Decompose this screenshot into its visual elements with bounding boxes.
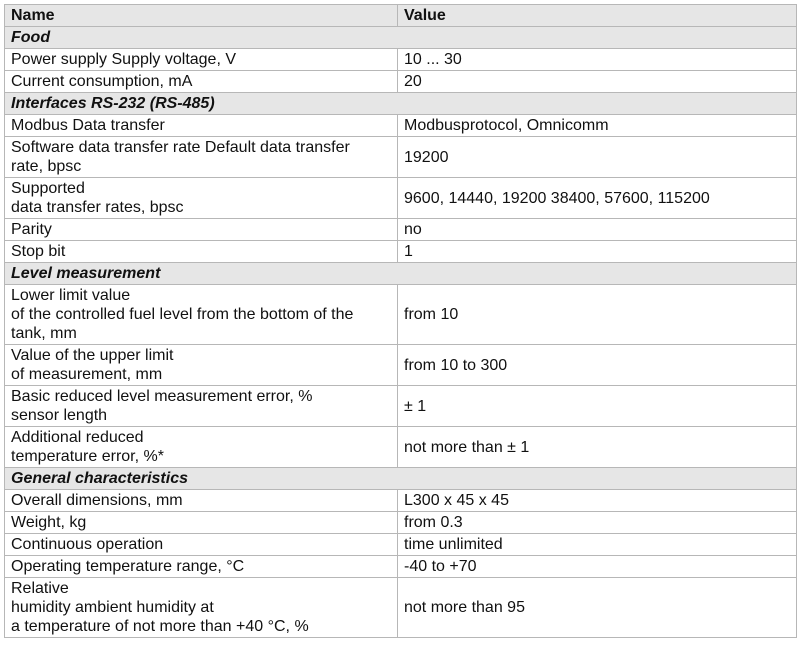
table-row [5, 241, 797, 263]
param-value: 19200 [398, 137, 797, 178]
param-name: Stop bit [5, 241, 398, 263]
param-name: Parity [5, 219, 398, 241]
table-row [5, 578, 797, 638]
param-value: not more than 95 [398, 578, 797, 638]
param-name: Lower limit value of the controlled fuel level from the bottom of the tank, mm [5, 285, 398, 345]
param-value: 20 [398, 71, 797, 93]
table-row [5, 512, 797, 534]
param-name: Operating temperature range, °C [5, 556, 398, 578]
param-name: Power supply Supply voltage, V [5, 49, 398, 71]
table-row [5, 427, 797, 468]
param-value: from 0.3 [398, 512, 797, 534]
param-name: Weight, kg [5, 512, 398, 534]
table-row [5, 137, 797, 178]
section-title: Food [5, 27, 797, 49]
param-name: Additional reduced temperature error, %* [5, 427, 398, 468]
param-value: time unlimited [398, 534, 797, 556]
table-row [5, 345, 797, 386]
param-value: no [398, 219, 797, 241]
param-name: Value of the upper limit of measurement, mm [5, 345, 398, 386]
table-row [5, 386, 797, 427]
param-name: Relative humidity ambient humidity at a temperature of not more than +40 °C, % [5, 578, 398, 638]
section-row-food [5, 27, 797, 49]
param-name: Basic reduced level measurement error, % sensor length [5, 386, 398, 427]
section-row-interfaces [5, 93, 797, 115]
table-row [5, 556, 797, 578]
param-name: Supported data transfer rates, bpsc [5, 178, 398, 219]
param-value: Modbusprotocol, Omnicomm [398, 115, 797, 137]
param-value: ± 1 [398, 386, 797, 427]
param-value: not more than ± 1 [398, 427, 797, 468]
table-row [5, 534, 797, 556]
table-row [5, 219, 797, 241]
header-row [5, 5, 797, 27]
table-row [5, 115, 797, 137]
table-row [5, 490, 797, 512]
table-row [5, 178, 797, 219]
param-value: from 10 to 300 [398, 345, 797, 386]
table-row [5, 71, 797, 93]
param-value: L300 x 45 x 45 [398, 490, 797, 512]
param-name: Continuous operation [5, 534, 398, 556]
param-value: from 10 [398, 285, 797, 345]
section-title: Level measurement [5, 263, 797, 285]
table-row [5, 285, 797, 345]
param-value: 10 ... 30 [398, 49, 797, 71]
section-row-level-measurement [5, 263, 797, 285]
param-value: 1 [398, 241, 797, 263]
table-row [5, 49, 797, 71]
param-name: Modbus Data transfer [5, 115, 398, 137]
specifications-table [4, 4, 797, 638]
param-value: -40 to +70 [398, 556, 797, 578]
param-name: Software data transfer rate Default data transfer rate, bpsc [5, 137, 398, 178]
column-header-name: Name [5, 5, 398, 27]
column-header-value: Value [398, 5, 797, 27]
param-name: Current consumption, mA [5, 71, 398, 93]
section-row-general-characteristics [5, 468, 797, 490]
section-title: General characteristics [5, 468, 797, 490]
section-title: Interfaces RS-232 (RS-485) [5, 93, 797, 115]
param-value: 9600, 14440, 19200 38400, 57600, 115200 [398, 178, 797, 219]
param-name: Overall dimensions, mm [5, 490, 398, 512]
